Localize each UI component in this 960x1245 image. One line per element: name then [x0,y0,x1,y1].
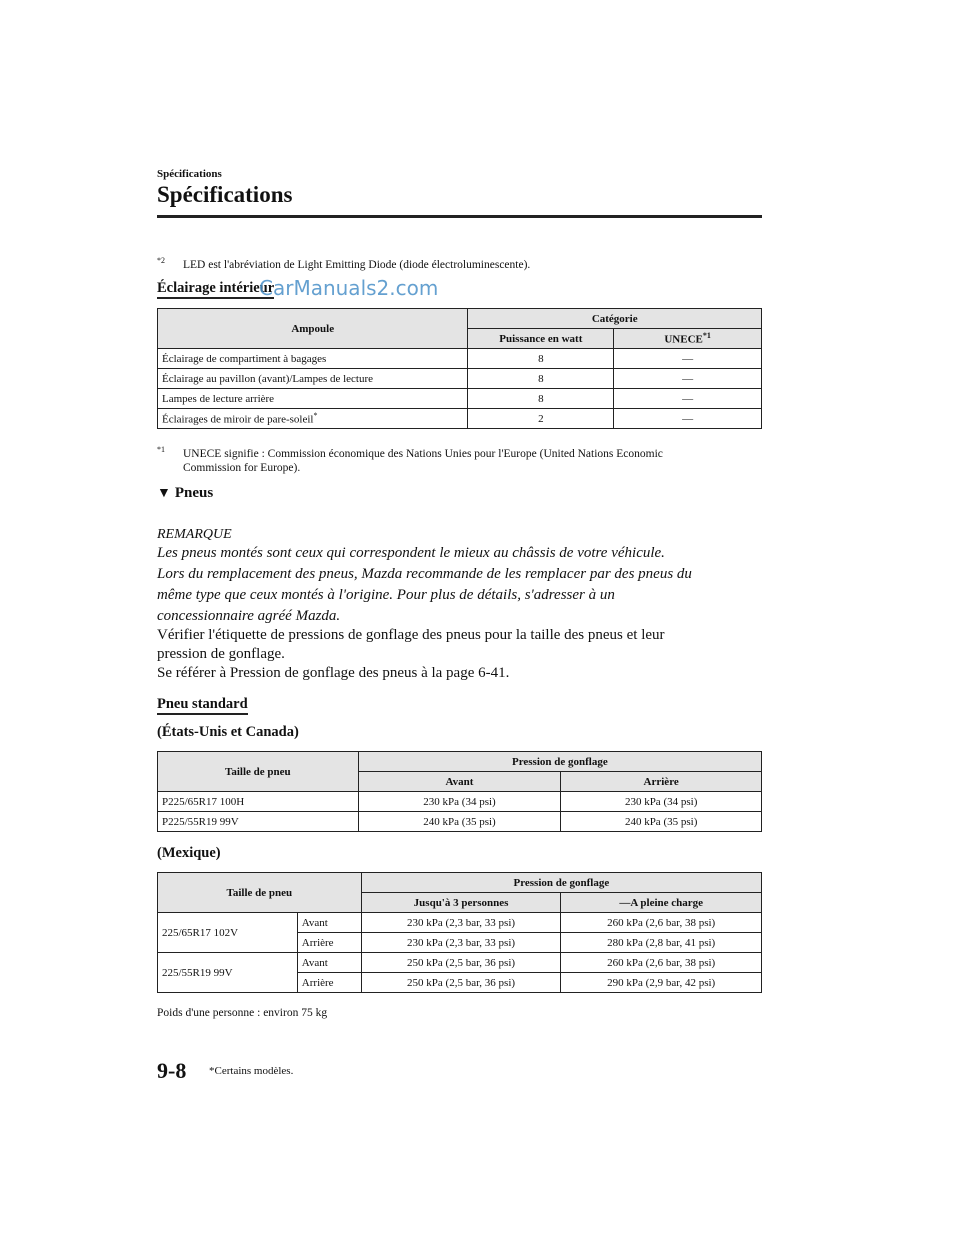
table-row [158,409,762,429]
bulb-name: Éclairage de compartiment à bagages [162,352,327,365]
bulb-cell [158,389,468,409]
bulb-cell [158,409,468,429]
remarque-line: Lors du remplacement des pneus, Mazda recommande de les remplacer par des pneus du [157,566,692,582]
col-header-wattage: Puissance en watt [468,329,614,349]
full-load-cell: 280 kPa (2,8 bar, 41 psi) [561,933,762,953]
table-row [158,913,762,933]
watt-cell: 2 [468,409,614,429]
footnote-led [157,254,767,272]
table-row [158,349,762,369]
footer-note-mark: * [209,1065,215,1077]
col-header-pressure: Pression de gonflage [361,873,761,893]
bulb-cell [158,349,468,369]
table-row [158,812,762,832]
footer-note [209,1065,293,1077]
interior-lighting-heading-text: Éclairage intérieur [157,280,274,299]
full-load-cell: 260 kPa (2,6 bar, 38 psi) [561,913,762,933]
col-header-unece-sup: *1 [702,331,711,341]
col-header-rear: Arrière [561,772,762,792]
watermark-logo: CarManuals2.com [259,276,439,300]
weight-note: Poids d'une personne : environ 75 kg [157,1007,328,1019]
col-header-unece-text: UNECE [664,333,703,346]
col-header-pressure: Pression de gonflage [358,752,761,772]
mexico-heading: (Mexique) [157,845,221,861]
watt-cell: 8 [468,389,614,409]
position-cell: Avant [297,913,361,933]
body-line: Vérifier l'étiquette de pressions de gonflage des pneus pour la taille des pneus et leur [157,627,665,643]
watt-cell: 8 [468,369,614,389]
page-number: 9-8 [157,1058,187,1083]
table-row [158,369,762,389]
unece-cell: — [614,369,762,389]
tires-heading-text: Pneus [174,485,214,501]
light-load-cell: 230 kPa (2,3 bar, 33 psi) [361,933,561,953]
interior-lighting-table [157,308,762,429]
footnote-unece-line1: UNECE signifie : Commission économique des Nations Unies pour l'Europe (United Nations Economic [183,447,663,460]
col-header-unece [614,329,762,349]
rear-pressure-cell: 240 kPa (35 psi) [561,812,762,832]
footnote-unece [157,443,767,475]
light-load-cell: 250 kPa (2,5 bar, 36 psi) [361,953,561,973]
interior-lighting-heading [157,280,274,297]
mexico-tire-pressure-table [157,872,762,993]
header-rule [157,215,762,218]
front-pressure-cell: 240 kPa (35 psi) [358,812,561,832]
footnote-unece-line2: Commission for Europe). [183,461,301,474]
bulb-name: Lampes de lecture arrière [162,392,275,405]
col-header-bulb: Ampoule [158,309,468,349]
us-tire-pressure-table [157,751,762,832]
remarque-body [157,543,767,627]
body-line: pression de gonflage. [157,646,285,662]
bulb-cell [158,369,468,389]
tires-heading [157,485,213,502]
unece-cell: — [614,409,762,429]
section-label: Spécifications [157,168,222,180]
standard-tire-heading [157,696,248,713]
col-header-front: Avant [358,772,561,792]
col-header-up-to-3: Jusqu'à 3 personnes [361,893,561,913]
body-line: Se référer à Pression de gonflage des pneus à la page 6-41. [157,665,510,681]
triangle-down-icon: ▼ [157,486,171,501]
watt-cell: 8 [468,349,614,369]
tire-size-cell: 225/55R19 99V [158,953,298,993]
footnote-unece-mark: *1 [157,445,165,454]
unece-cell: — [614,349,762,369]
remarque-line: même type que ceux montés à l'origine. Pour plus de détails, s'adresser à un [157,587,615,603]
footnote-led-text: LED est l'abréviation de Light Emitting Diode (diode électroluminescente). [183,258,531,271]
remarque-title: REMARQUE [157,527,232,542]
position-cell: Arrière [297,933,361,953]
col-header-full-load: —A pleine charge [561,893,762,913]
footnote-led-mark: *2 [157,256,165,265]
full-load-cell: 260 kPa (2,6 bar, 38 psi) [561,953,762,973]
standard-tire-heading-text: Pneu standard [157,696,248,715]
position-cell: Avant [297,953,361,973]
col-header-tire-size: Taille de pneu [158,752,359,792]
col-header-category: Catégorie [468,309,762,329]
remarque-line: Les pneus montés sont ceux qui correspondent le mieux au châssis de votre véhicule. [157,545,665,561]
tire-size-cell: 225/65R17 102V [158,913,298,953]
position-cell: Arrière [297,973,361,993]
table-row [158,389,762,409]
bulb-name: Éclairage au pavillon (avant)/Lampes de lecture [162,372,374,385]
footer-note-text: Certains modèles. [214,1065,294,1077]
front-pressure-cell: 230 kPa (34 psi) [358,792,561,812]
rear-pressure-cell: 230 kPa (34 psi) [561,792,762,812]
light-load-cell: 250 kPa (2,5 bar, 36 psi) [361,973,561,993]
some-models-mark: * [313,411,318,421]
col-header-tire-size: Taille de pneu [158,873,362,913]
tire-size-cell: P225/55R19 99V [158,812,359,832]
light-load-cell: 230 kPa (2,3 bar, 33 psi) [361,913,561,933]
tire-pressure-text [157,626,767,683]
full-load-cell: 290 kPa (2,9 bar, 42 psi) [561,973,762,993]
page-title: Spécifications [157,182,293,207]
us-canada-heading: (États-Unis et Canada) [157,724,299,740]
table-row [158,792,762,812]
table-row [158,953,762,973]
bulb-name: Éclairages de miroir de pare-soleil [162,413,314,426]
unece-cell: — [614,389,762,409]
tire-size-cell: P225/65R17 100H [158,792,359,812]
remarque-line: concessionnaire agréé Mazda. [157,608,341,624]
